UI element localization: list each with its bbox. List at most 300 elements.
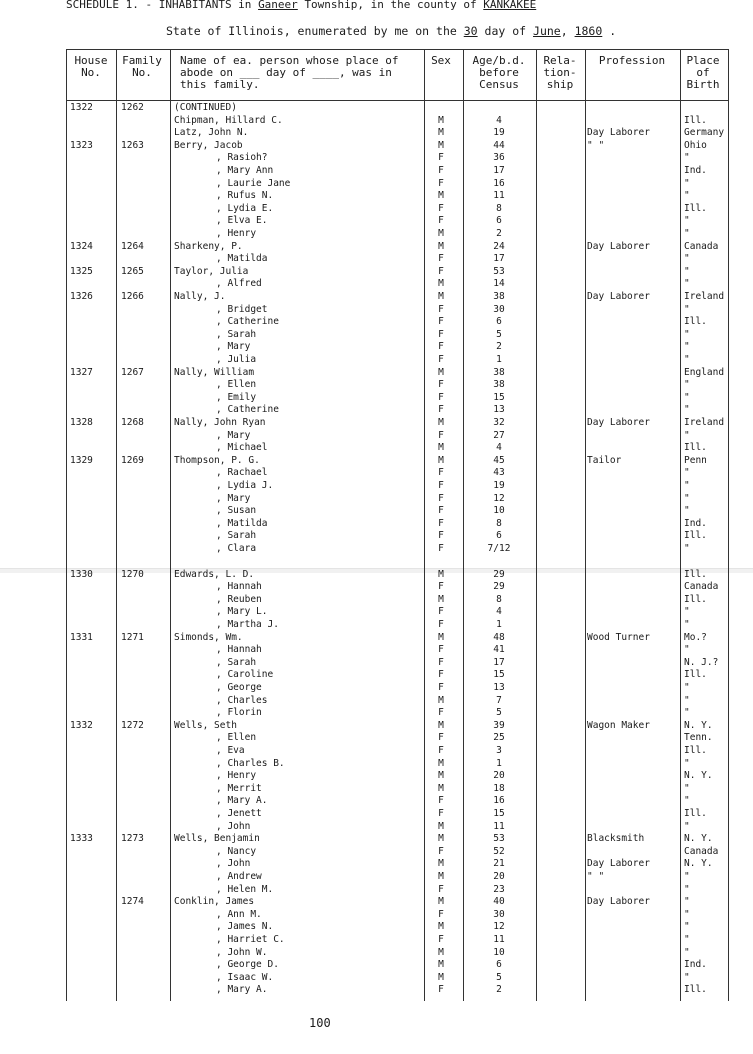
person-name: Nally, John Ryan (174, 417, 266, 428)
person-sex: M (438, 770, 444, 782)
person-birthplace: Ireland (684, 417, 725, 428)
day-value: 30 (463, 24, 478, 38)
person-age: 5 (496, 707, 502, 719)
person-birthplace: " (684, 896, 690, 908)
person-name: , Eva (216, 745, 245, 756)
person-age: 7 (496, 694, 502, 706)
person-age: 21 (493, 858, 505, 870)
person-sex: F (438, 505, 444, 517)
person-sex: M (438, 278, 444, 290)
person-age: 6 (496, 959, 502, 971)
person-sex: M (438, 228, 444, 239)
person-name: Berry, Jacob (174, 139, 243, 151)
person-name: , Henry (216, 228, 257, 239)
person-age: 14 (493, 278, 505, 290)
person-name: , Merrit (216, 782, 262, 794)
person-age: 45 (493, 454, 505, 466)
person-age: 4 (496, 114, 502, 126)
person-age: 44 (493, 139, 505, 151)
person-birthplace: Canada (684, 240, 719, 252)
person-name: , John W. (216, 946, 268, 958)
person-birthplace: " (684, 177, 690, 189)
person-birthplace: " (684, 328, 690, 340)
person-profession: " " (587, 871, 605, 882)
person-birthplace: " (684, 215, 690, 227)
person-age: 20 (493, 871, 505, 882)
person-age: 17 (493, 656, 505, 668)
person-birthplace: " (684, 606, 690, 618)
township-value: Ganeer (258, 0, 298, 11)
person-name: , Jenett (216, 808, 262, 819)
person-name: , Harriet C. (216, 934, 285, 945)
person-age: 40 (493, 896, 505, 908)
person-name: Conklin, James (174, 896, 255, 908)
column-header-age: Age/b.d. before Census (472, 54, 526, 91)
person-age: 29 (493, 568, 505, 580)
person-name: , Charles (216, 694, 268, 706)
person-age: 19 (493, 127, 505, 139)
person-name: Simonds, Wm. (174, 631, 243, 643)
family-number: 1262 (121, 102, 144, 113)
person-birthplace: " (684, 278, 690, 290)
person-sex: F (438, 984, 444, 996)
house-number: 1322 (70, 102, 93, 113)
person-age: 6 (496, 316, 502, 328)
person-birthplace: N. J.? (684, 656, 719, 668)
person-birthplace: Ill. (684, 669, 707, 681)
person-name: , Matilda (216, 253, 268, 265)
person-age: 17 (493, 253, 505, 265)
person-name: , Rasioh? (216, 152, 268, 164)
person-age: 27 (493, 429, 505, 441)
person-profession: Wood Turner (587, 631, 650, 643)
person-sex: M (438, 631, 444, 643)
schedule-header-line-1 (66, 0, 536, 11)
person-birthplace: Ill. (684, 745, 707, 756)
person-birthplace: Ireland (684, 291, 725, 302)
person-sex: F (438, 517, 444, 529)
person-sex: F (438, 619, 444, 630)
family-number: 1271 (121, 631, 144, 643)
person-name: , Rachael (216, 467, 268, 479)
person-birthplace: Ill. (684, 114, 707, 126)
person-name: Nally, J. (174, 291, 226, 302)
schedule-header-line-2: State of Illinois, enumerated by me on the 30 day of June, 1860 . (166, 24, 617, 38)
person-age: 38 (493, 291, 505, 302)
person-birthplace: Penn (684, 454, 707, 466)
person-sex: F (438, 707, 444, 719)
person-name: Chipman, Hillard C. (174, 114, 283, 126)
person-sex: M (438, 719, 444, 731)
person-name: , Laurie Jane (216, 177, 291, 189)
person-age: 13 (493, 682, 505, 693)
person-age: 1 (496, 619, 502, 630)
person-sex: F (438, 656, 444, 668)
person-age: 4 (496, 442, 502, 454)
person-sex: F (438, 644, 444, 656)
family-number: 1263 (121, 139, 144, 151)
person-sex: F (438, 934, 444, 945)
family-number: 1272 (121, 719, 144, 731)
person-birthplace: " (684, 505, 690, 517)
person-birthplace: " (684, 152, 690, 164)
person-age: 13 (493, 404, 505, 416)
person-sex: M (438, 896, 444, 908)
person-birthplace: " (684, 404, 690, 416)
house-number: 1329 (70, 454, 93, 466)
person-name: , Catherine (216, 404, 279, 416)
person-age: 32 (493, 417, 505, 428)
person-birthplace: N. Y. (684, 833, 713, 845)
person-age: 2 (496, 228, 502, 239)
person-birthplace: Ill. (684, 568, 707, 580)
person-birthplace: " (684, 341, 690, 353)
person-age: 30 (493, 908, 505, 920)
person-name: , Andrew (216, 871, 262, 882)
person-age: 19 (493, 480, 505, 491)
person-name: , Emily (216, 391, 257, 403)
month-value: June (533, 24, 561, 38)
person-profession: Day Laborer (587, 240, 650, 252)
person-birthplace: " (684, 707, 690, 719)
header-county-label: Township, in the county of (304, 0, 477, 11)
person-name: Wells, Seth (174, 719, 237, 731)
person-name: , Michael (216, 442, 268, 454)
family-number: 1265 (121, 265, 144, 277)
person-sex: M (438, 858, 444, 870)
person-sex: F (438, 391, 444, 403)
person-sex: M (438, 959, 444, 971)
person-sex: M (438, 454, 444, 466)
person-birthplace: " (684, 883, 690, 895)
person-name: , James N. (216, 921, 274, 933)
county-value: KANKAKEE (483, 0, 537, 11)
person-name: , Isaac W. (216, 971, 274, 983)
person-age: 15 (493, 669, 505, 681)
person-name: , Bridget (216, 303, 268, 315)
person-birthplace: England (684, 366, 725, 378)
person-name: , Matilda (216, 517, 268, 529)
person-birthplace: Ind. (684, 165, 707, 176)
person-birthplace: " (684, 921, 690, 933)
person-birthplace: " (684, 946, 690, 958)
person-age: 18 (493, 782, 505, 794)
person-name: , Sarah (216, 530, 257, 542)
family-number: 1269 (121, 454, 144, 466)
person-age: 4 (496, 606, 502, 618)
person-age: 11 (493, 190, 505, 202)
person-sex: F (438, 202, 444, 214)
column-header-house: House No. (74, 54, 108, 79)
person-name: , George (216, 682, 262, 693)
person-age: 11 (493, 934, 505, 945)
person-age: 12 (493, 492, 505, 504)
person-birthplace: " (684, 429, 690, 441)
family-number: 1267 (121, 366, 144, 378)
header-state-label: State of Illinois, enumerated by me on the (166, 24, 457, 38)
person-age: 39 (493, 719, 505, 731)
column-rule (680, 49, 681, 1001)
person-age: 38 (493, 366, 505, 378)
person-birthplace: " (684, 190, 690, 202)
person-name: , Sarah (216, 656, 257, 668)
person-sex: M (438, 291, 444, 302)
person-name: , Mary L. (216, 606, 268, 618)
person-sex: M (438, 366, 444, 378)
person-name: , Caroline (216, 669, 274, 681)
column-rule (170, 49, 171, 1001)
person-sex: F (438, 177, 444, 189)
column-rule (424, 49, 425, 1001)
person-profession: Day Laborer (587, 291, 650, 302)
person-name: , Alfred (216, 278, 262, 290)
person-sex: M (438, 593, 444, 605)
person-name: , Hannah (216, 644, 262, 656)
person-name: , Lydia E. (216, 202, 274, 214)
person-sex: M (438, 442, 444, 454)
person-profession: Tailor (587, 454, 622, 466)
person-age: 52 (493, 845, 505, 857)
family-number: 1264 (121, 240, 144, 252)
person-birthplace: " (684, 795, 690, 807)
person-sex: M (438, 114, 444, 126)
person-sex: F (438, 908, 444, 920)
person-birthplace: Ill. (684, 593, 707, 605)
person-age: 5 (496, 971, 502, 983)
person-name: , Mary Ann (216, 165, 274, 176)
person-age: 2 (496, 984, 502, 996)
person-name: Taylor, Julia (174, 265, 249, 277)
house-number: 1323 (70, 139, 93, 151)
person-birthplace: " (684, 619, 690, 630)
person-name: , Reuben (216, 593, 262, 605)
person-name: , Clara (216, 543, 257, 554)
person-birthplace: " (684, 354, 690, 365)
person-birthplace: N. Y. (684, 719, 713, 731)
person-sex: F (438, 253, 444, 265)
person-name: , Catherine (216, 316, 279, 328)
house-number: 1332 (70, 719, 93, 731)
house-number: 1331 (70, 631, 93, 643)
person-sex: F (438, 303, 444, 315)
column-header-name: Name of ea. person whose place of abode on ___ day of ____, was in this family. (180, 54, 399, 91)
column-rule (66, 49, 67, 1001)
person-birthplace: " (684, 682, 690, 693)
person-name: , Mary A. (216, 795, 268, 807)
person-name: , Helen M. (216, 883, 274, 895)
person-profession: Blacksmith (587, 833, 645, 845)
house-number: 1330 (70, 568, 93, 580)
person-sex: F (438, 745, 444, 756)
person-birthplace: " (684, 467, 690, 479)
column-header-family: Family No. (122, 54, 162, 79)
person-birthplace: " (684, 644, 690, 656)
person-sex: M (438, 757, 444, 769)
person-age: 36 (493, 152, 505, 164)
person-birthplace: " (684, 971, 690, 983)
person-name: Sharkeny, P. (174, 240, 243, 252)
person-sex: M (438, 946, 444, 958)
house-number: 1326 (70, 291, 93, 302)
column-rule (463, 49, 464, 1001)
person-sex: F (438, 404, 444, 416)
person-sex: M (438, 417, 444, 428)
person-sex: F (438, 581, 444, 593)
person-name: , Mary (216, 429, 251, 441)
person-age: 24 (493, 240, 505, 252)
person-sex: M (438, 782, 444, 794)
person-sex: F (438, 845, 444, 857)
person-sex: F (438, 265, 444, 277)
person-age: 48 (493, 631, 505, 643)
person-age: 10 (493, 946, 505, 958)
person-birthplace: Ill. (684, 530, 707, 542)
person-age: 8 (496, 517, 502, 529)
person-sex: M (438, 139, 444, 151)
person-birthplace: " (684, 543, 690, 554)
person-sex: F (438, 883, 444, 895)
family-number: 1268 (121, 417, 144, 428)
person-age: 30 (493, 303, 505, 315)
family-number: 1266 (121, 291, 144, 302)
person-sex: F (438, 682, 444, 693)
person-birthplace: Germany (684, 127, 725, 139)
person-birthplace: N. Y. (684, 770, 713, 782)
person-sex: M (438, 921, 444, 933)
person-birthplace: " (684, 871, 690, 882)
person-sex: F (438, 606, 444, 618)
person-name: (CONTINUED) (174, 102, 237, 113)
person-birthplace: " (684, 492, 690, 504)
person-name: , Rufus N. (216, 190, 274, 202)
column-header-birth: Place of Birth (686, 54, 720, 91)
house-number: 1325 (70, 265, 93, 277)
person-name: , John (216, 858, 251, 870)
column-rule (585, 49, 586, 1001)
person-age: 6 (496, 530, 502, 542)
person-sex: M (438, 694, 444, 706)
header-dayof-label: day of (484, 24, 527, 38)
person-name: , Henry (216, 770, 257, 782)
person-sex: F (438, 341, 444, 353)
person-sex: M (438, 240, 444, 252)
person-name: , Ellen (216, 379, 257, 391)
person-birthplace: Ill. (684, 316, 707, 328)
person-birthplace: " (684, 757, 690, 769)
person-age: 16 (493, 177, 505, 189)
person-name: , Nancy (216, 845, 257, 857)
person-birthplace: " (684, 253, 690, 265)
person-sex: F (438, 480, 444, 491)
person-birthplace: Canada (684, 581, 719, 593)
person-sex: F (438, 467, 444, 479)
column-rule (116, 49, 117, 1001)
person-birthplace: Ill. (684, 442, 707, 454)
person-birthplace: " (684, 265, 690, 277)
person-birthplace: Tenn. (684, 732, 713, 744)
person-profession: Day Laborer (587, 896, 650, 908)
person-age: 7/12 (487, 543, 511, 554)
person-name: , George D. (216, 959, 279, 971)
family-number: 1270 (121, 568, 144, 580)
person-sex: F (438, 316, 444, 328)
person-name: Latz, John N. (174, 127, 249, 139)
person-profession: Day Laborer (587, 127, 650, 139)
person-age: 38 (493, 379, 505, 391)
person-sex: F (438, 530, 444, 542)
person-sex: M (438, 820, 444, 832)
person-age: 53 (493, 265, 505, 277)
person-sex: F (438, 354, 444, 365)
person-name: Wells, Benjamin (174, 833, 260, 845)
person-age: 53 (493, 833, 505, 845)
person-age: 1 (496, 354, 502, 365)
person-birthplace: Ohio (684, 139, 707, 151)
person-name: , Hannah (216, 581, 262, 593)
person-birthplace: Ill. (684, 202, 707, 214)
person-age: 1 (496, 757, 502, 769)
person-sex: F (438, 152, 444, 164)
person-birthplace: " (684, 820, 690, 832)
column-rule (728, 49, 729, 1001)
person-birthplace: " (684, 782, 690, 794)
person-sex: M (438, 971, 444, 983)
person-birthplace: Canada (684, 845, 719, 857)
person-sex: M (438, 127, 444, 139)
person-name: , Julia (216, 354, 257, 365)
person-age: 15 (493, 391, 505, 403)
person-profession: Day Laborer (587, 858, 650, 870)
person-age: 5 (496, 328, 502, 340)
row-rule (66, 100, 728, 101)
person-age: 12 (493, 921, 505, 933)
person-name: , Martha J. (216, 619, 279, 630)
person-sex: F (438, 543, 444, 554)
year-value: 1860 (574, 24, 603, 38)
person-sex: M (438, 871, 444, 882)
person-name: Nally, William (174, 366, 255, 378)
person-birthplace: " (684, 228, 690, 239)
person-age: 2 (496, 341, 502, 353)
house-number: 1324 (70, 240, 93, 252)
person-birthplace: Mo.? (684, 631, 707, 643)
person-age: 41 (493, 644, 505, 656)
person-birthplace: Ill. (684, 984, 707, 996)
person-birthplace: N. Y. (684, 858, 713, 870)
person-sex: F (438, 429, 444, 441)
person-age: 29 (493, 581, 505, 593)
column-rule (536, 49, 537, 1001)
person-sex: F (438, 492, 444, 504)
person-sex: M (438, 568, 444, 580)
person-profession: Wagon Maker (587, 719, 650, 731)
person-name: , Charles B. (216, 757, 285, 769)
person-age: 16 (493, 795, 505, 807)
family-number: 1273 (121, 833, 144, 845)
person-sex: F (438, 165, 444, 176)
person-age: 15 (493, 808, 505, 819)
person-birthplace: " (684, 908, 690, 920)
person-birthplace: " (684, 303, 690, 315)
person-birthplace: Ind. (684, 517, 707, 529)
person-name: , Ann M. (216, 908, 262, 920)
person-age: 20 (493, 770, 505, 782)
person-sex: F (438, 732, 444, 744)
person-name: , Mary (216, 492, 251, 504)
house-number: 1333 (70, 833, 93, 845)
person-name: , Florin (216, 707, 262, 719)
person-birthplace: " (684, 934, 690, 945)
